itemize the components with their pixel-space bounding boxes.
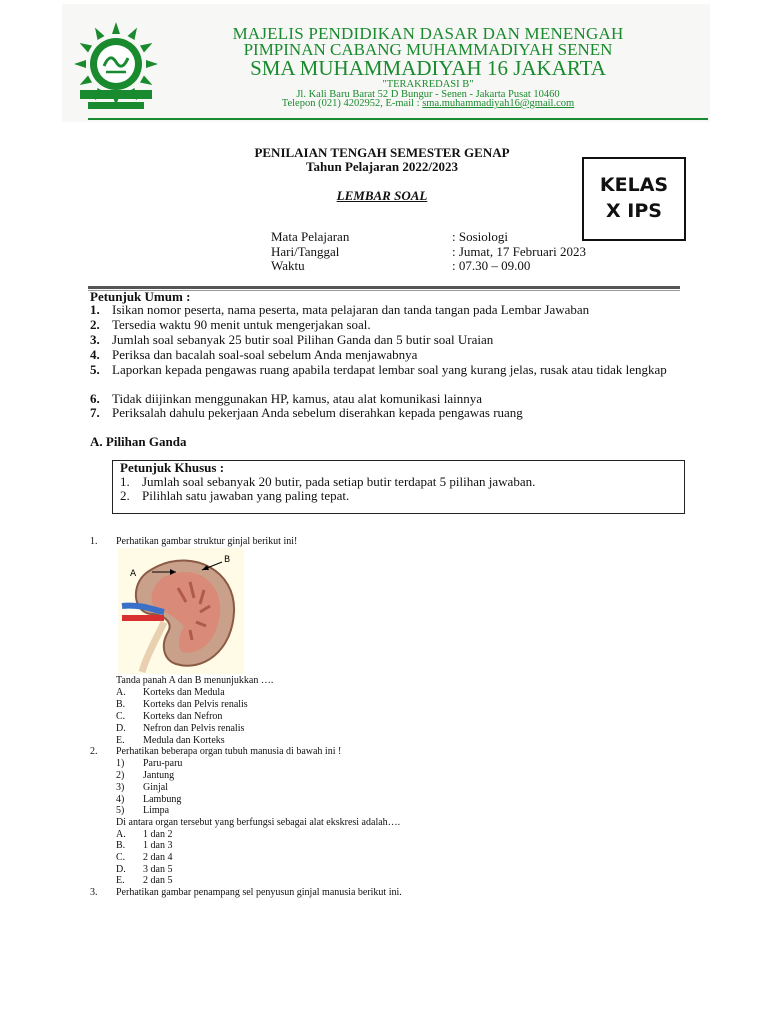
school-contact [168,98,688,109]
question-text: Perhatikan gambar penampang sel penyusun ginjal manusia berikut ini. [116,887,402,898]
option-letter[interactable]: C. [116,852,126,863]
instruction-item: 1. Isikan nomor peserta, nama peserta, mata pelajaran dan tanda tangan pada Lembar Jawaban [90,302,590,317]
question-stem: Di antara organ tersebut yang berfungsi sebagai alat ekskresi adalah…. [116,817,401,828]
muhammadiyah-logo [68,20,164,116]
option-letter[interactable]: A. [116,829,126,840]
accreditation: "TERAKREDASI B" [382,79,474,90]
info-label: Waktu [271,258,305,273]
label-b: B [224,555,231,565]
info-value: : Sosiologi [452,229,508,244]
letterhead-divider [88,118,708,120]
organ-name: Paru-paru [143,758,183,769]
option-letter[interactable]: E. [116,875,125,886]
academic-year: Tahun Pelajaran 2022/2023 [306,159,458,174]
organ-number: 5) [116,805,125,816]
option-letter[interactable]: D. [116,864,126,875]
specific-instruction-item: 2. Pilihlah satu jawaban yang paling tepat. [120,488,350,503]
organ-number: 2) [116,770,125,781]
option-text[interactable]: Nefron dan Pelvis renalis [143,723,245,734]
organ-name: Limpa [143,805,170,816]
sheet-title: LEMBAR SOAL [336,188,428,203]
option-letter[interactable]: C. [116,711,126,722]
section-a-title: A. Pilihan Ganda [90,434,187,449]
organ-name: Ginjal [143,782,168,793]
option-text[interactable]: 2 dan 5 [143,875,173,886]
question-number: 2. [90,746,98,757]
specific-instructions-title: Petunjuk Khusus : [120,460,225,475]
option-letter[interactable]: E. [116,735,125,746]
class-label: KELAS [599,174,669,197]
question-text: Perhatikan beberapa organ tubuh manusia di bawah ini ! [116,746,342,757]
letterhead-line-2: PIMPINAN CABANG MUHAMMADIYAH SENEN [243,40,613,59]
option-letter[interactable]: B. [116,840,126,851]
specific-instruction-item: 1. Jumlah soal sebanyak 20 butir, pada setiap butir terdapat 5 pilihan jawaban. [120,474,536,489]
option-text[interactable]: Korteks dan Medula [143,687,225,698]
organ-name: Jantung [143,770,175,781]
option-text[interactable]: 1 dan 3 [143,840,173,851]
instruction-item: 4. Periksa dan bacalah soal-soal sebelum Anda menjawabnya [90,347,418,362]
question-text: Perhatikan gambar struktur ginjal berikut ini! [116,536,298,547]
organ-number: 3) [116,782,125,793]
question-number: 3. [90,887,98,898]
info-label: Mata Pelajaran [271,229,350,244]
question-number: 1. [90,536,98,547]
class-value: X IPS [606,200,662,222]
info-value: : 07.30 – 09.00 [452,258,531,273]
school-name: SMA MUHAMMADIYAH 16 JAKARTA [250,56,606,80]
label-a: A [130,569,137,579]
option-letter[interactable]: A. [116,687,126,698]
option-letter[interactable]: B. [116,699,126,710]
question-stem: Tanda panah A dan B menunjukkan …. [116,675,274,686]
email-link[interactable]: sma.muhammadiyah16@gmail.com [422,98,575,109]
option-text[interactable]: Korteks dan Nefron [143,711,223,722]
organ-name: Lambung [143,794,182,805]
instruction-item: 6. Tidak diijinkan menggunakan HP, kamus, atau alat komunikasi lainnya [90,391,482,406]
phone-text: Telepon (021) 4202952, E-mail : [281,98,423,109]
instruction-item: 3. Jumlah soal sebanyak 25 butir soal Pilihan Ganda dan 5 butir soal Uraian [90,332,494,347]
exam-title: PENILAIAN TENGAH SEMESTER GENAP [254,145,510,160]
organ-number: 4) [116,794,125,805]
instruction-item: 7. Periksalah dahulu pekerjaan Anda sebelum diserahkan kepada pengawas ruang [90,405,523,420]
option-text[interactable]: Medula dan Korteks [143,735,225,746]
option-text[interactable]: 3 dan 5 [143,864,173,875]
general-instructions-title: Petunjuk Umum : [90,289,191,304]
instruction-item: 2. Tersedia waktu 90 menit untuk mengerjakan soal. [90,317,371,332]
school-address: Jl. Kali Baru Barat 52 D Bungur - Senen - Jakarta Pusat 10460 [296,89,560,100]
option-text[interactable]: 2 dan 4 [143,852,173,863]
option-text[interactable]: Korteks dan Pelvis renalis [143,699,248,710]
kidney-diagram [118,548,244,674]
letterhead-line-1: MAJELIS PENDIDIKAN DASAR DAN MENENGAH [232,24,624,43]
option-text[interactable]: 1 dan 2 [143,829,173,840]
instruction-item: 5. Laporkan kepada pengawas ruang apabila terdapat lembar soal yang kurang jelas, rusak atau tidak lengkap [90,362,667,377]
option-letter[interactable]: D. [116,723,126,734]
info-value: : Jumat, 17 Februari 2023 [452,244,586,259]
organ-number: 1) [116,758,125,769]
class-box [582,157,686,241]
info-label: Hari/Tanggal [271,244,340,259]
